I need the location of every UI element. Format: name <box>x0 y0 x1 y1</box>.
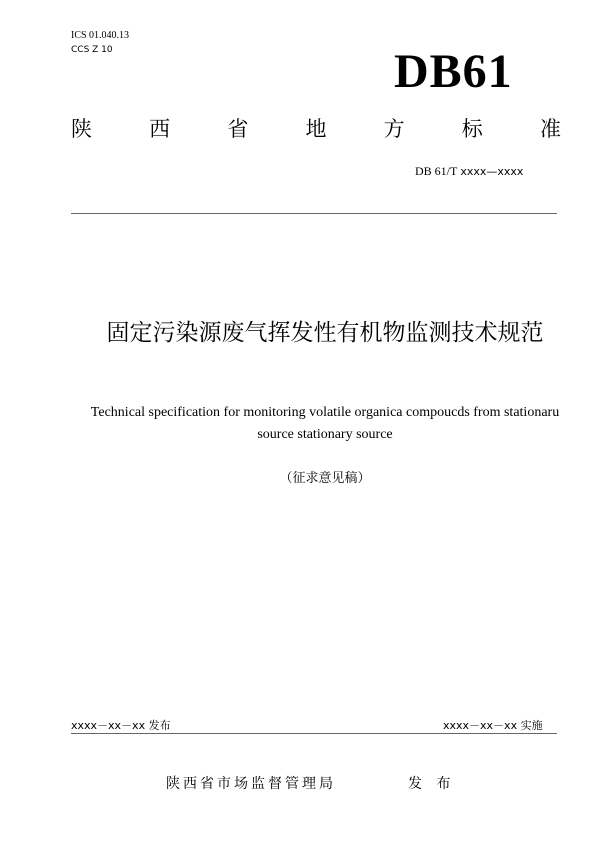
standard-type-title <box>71 113 561 143</box>
standard-type-char: 陕 <box>71 117 92 141</box>
implement-date: xxxx－xx－xx 实施 <box>443 719 543 732</box>
standard-mark: DB61 <box>394 45 513 98</box>
standard-number-suffix: xxxx—xxxx <box>460 165 524 178</box>
standard-number-prefix: DB 61/T <box>415 164 458 178</box>
standard-type-char: 地 <box>305 117 327 141</box>
standard-type-char: 省 <box>227 117 249 141</box>
ccs-code: CCS Z 10 <box>71 45 113 55</box>
issuing-authority: 陕西省市场监督管理局 <box>166 776 336 792</box>
standard-number <box>415 164 523 179</box>
standard-type-char: 方 <box>383 117 405 141</box>
chinese-title: 固定污染源废气挥发性有机物监测技术规范 <box>106 320 544 346</box>
header-divider <box>71 213 557 214</box>
standard-type-char: 准 <box>539 117 561 141</box>
ics-code: ICS 01.040.13 <box>71 30 130 41</box>
standard-type-char: 西 <box>149 117 171 141</box>
footer-divider <box>71 733 557 734</box>
english-title: Technical specification for monitoring volatile organica compoucds from stationaru source stationary source <box>90 405 560 442</box>
draft-status: （征求意见稿） <box>279 471 371 486</box>
standard-type-char: 标 <box>461 117 483 141</box>
publish-date: xxxx－xx－xx 发布 <box>71 719 171 732</box>
issue-label: 发 布 <box>408 776 456 792</box>
